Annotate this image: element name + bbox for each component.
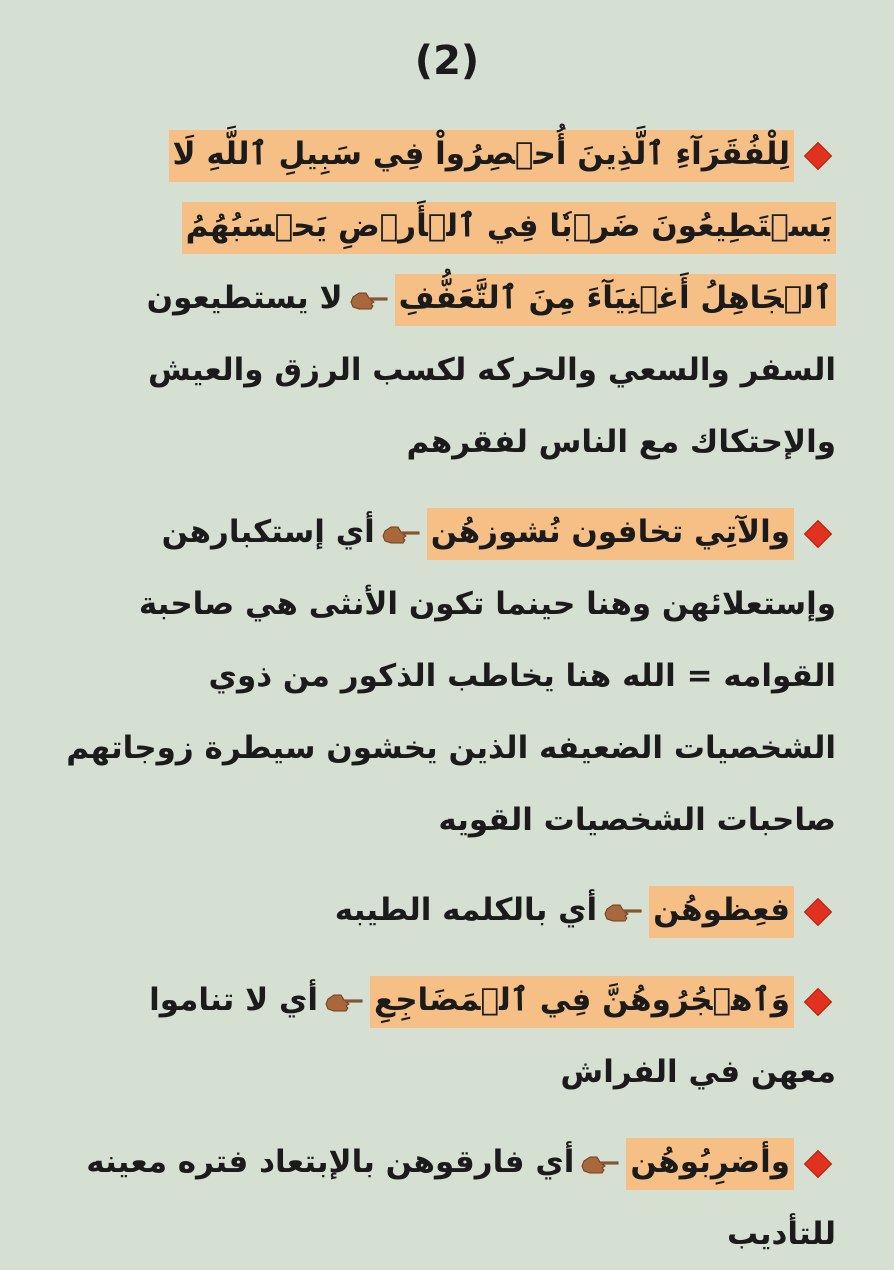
explanation-text: أي لا تناموا معهن في الفراش [149, 982, 836, 1090]
red-diamond-icon [804, 519, 832, 547]
entry-5 [58, 1126, 836, 1270]
page-number: (2) [414, 38, 480, 84]
verse-text: فعِظوهُن [649, 886, 794, 938]
explanation-text: لا يستطيعون السفر والسعي والحركه لكسب الرزق والعيش والإحتكاك مع الناس لفقرهم [146, 280, 836, 460]
verse-text: وأضرِبُوهُن [626, 1138, 794, 1190]
explanation-text: أي إستكبارهن وإستعلائهن وهنا حينما تكون الأنثى هي صاحبة القوامه = الله هنا يخاطب الذكور من ذوي الشخصيات الضعيفه الذين يخشون سيطرة زوجاتهم صاحبات الشخصيات القويه [66, 514, 836, 838]
entry-1 [58, 118, 836, 478]
red-diamond-icon [804, 1149, 832, 1177]
verse-text: لِلْفُقَرَآءِ ٱلَّذِينَ أُحۡصِرُواْ فِي سَبِيلِ ٱللَّهِ لَا يَسۡتَطِيعُونَ ضَرۡبٗا فِي ٱلۡأَرۡضِ يَحۡسَبُهُمُ ٱلۡجَاهِلُ أَغۡنِيَآءَ مِنَ ٱلتَّعَفُّفِ [169, 130, 836, 326]
pointing-hand-icon [381, 523, 421, 545]
verse-text: وَٱهۡجُرُوهُنَّ فِي ٱلۡمَضَاجِعِ [370, 976, 794, 1028]
red-diamond-icon [804, 897, 832, 925]
pointing-hand-icon [603, 901, 643, 923]
entry-2 [58, 496, 836, 856]
entry-3 [58, 874, 836, 946]
explanation-text: أي فارقوهن بالإبتعاد فتره معينه للتأديب [86, 1144, 836, 1252]
pointing-hand-icon [580, 1153, 620, 1175]
red-diamond-icon [804, 141, 832, 169]
pointing-hand-icon [349, 289, 389, 311]
entry-4 [58, 964, 836, 1108]
verse-text: والآتِي تخافون نُشوزهُن [427, 508, 794, 560]
explanation-text: أي بالكلمه الطيبه [334, 892, 598, 928]
red-diamond-icon [804, 987, 832, 1015]
pointing-hand-icon [324, 991, 364, 1013]
